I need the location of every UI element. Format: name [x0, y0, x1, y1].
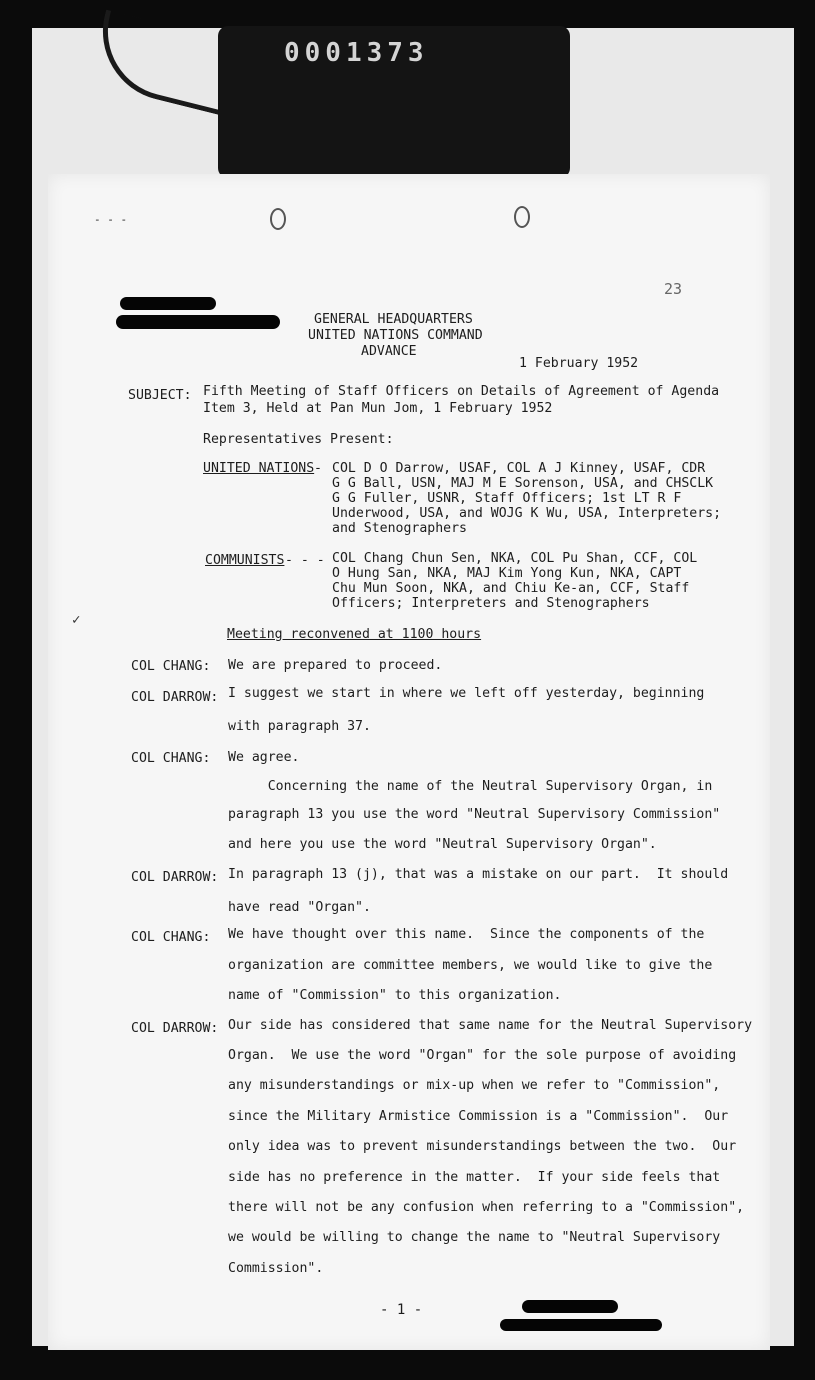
punch-hole-right: [514, 206, 530, 228]
redaction-bar-1: [120, 297, 216, 310]
page-number: - 1 -: [380, 1302, 423, 1318]
communists-dash: - - -: [285, 553, 325, 568]
un-line: G G Fuller, USNR, Staff Officers; 1st LT R F: [332, 491, 682, 506]
un-line: COL D O Darrow, USAF, COL A J Kinney, USAF, CDR: [332, 461, 706, 476]
un-label: UNITED NATIONS: [203, 461, 315, 476]
communists-line: O Hung San, NKA, MAJ Kim Yong Kun, NKA, CAPT: [332, 566, 682, 581]
dialogue-line: We agree.: [228, 750, 300, 765]
dialogue-line: I suggest we start in where we left off yesterday, beginning: [228, 686, 705, 701]
speaker-label: COL DARROW:: [131, 690, 219, 705]
dialogue-line: we would be willing to change the name to "Neutral Supervisory: [228, 1230, 721, 1245]
dialogue-line: only idea was to prevent misunderstandings between the two. Our: [228, 1139, 737, 1154]
communists-line: Officers; Interpreters and Stenographers: [332, 596, 650, 611]
speaker-label: COL CHANG:: [131, 751, 211, 766]
dialogue-line: any misunderstandings or mix-up when we refer to "Commission",: [228, 1078, 721, 1093]
dialogue-line: We have thought over this name. Since the components of the: [228, 927, 705, 942]
communists-line: COL Chang Chun Sen, NKA, COL Pu Shan, CCF, COL: [332, 551, 698, 566]
redaction-bar-3: [522, 1300, 618, 1313]
redaction-bar-2: [116, 315, 280, 329]
dialogue-line: Commission".: [228, 1261, 324, 1276]
dialogue-line: Organ. We use the word "Organ" for the sole purpose of avoiding: [228, 1048, 737, 1063]
check-mark: ✓: [72, 612, 81, 628]
subject-line-2: Item 3, Held at Pan Mun Jom, 1 February 1952: [203, 401, 553, 416]
dialogue-line: have read "Organ".: [228, 900, 371, 915]
dialogue-line: and here you use the word "Neutral Supervisory Organ".: [228, 837, 657, 852]
stamp-number: 0001373: [284, 38, 429, 68]
dialogue-line: We are prepared to proceed.: [228, 658, 443, 673]
dialogue-line: there will not be any confusion when referring to a "Commission",: [228, 1200, 745, 1215]
dialogue-line: paragraph 13 you use the word "Neutral Supervisory Commission": [228, 807, 721, 822]
representatives-heading: Representatives Present:: [203, 432, 394, 447]
dialogue-line: side has no preference in the matter. If your side feels that: [228, 1170, 721, 1185]
reconvened-note: Meeting reconvened at 1100 hours: [227, 627, 482, 642]
un-line: and Stenographers: [332, 521, 467, 536]
numbering-stamp: [218, 26, 570, 178]
speaker-label: COL DARROW:: [131, 870, 219, 885]
page-mark: 23: [664, 280, 683, 298]
dialogue-line: Our side has considered that same name for the Neutral Supervisory: [228, 1018, 753, 1033]
document-page: [48, 174, 770, 1350]
dialogue-line: since the Military Armistice Commission is a "Commission". Our: [228, 1109, 729, 1124]
subject-line-1: Fifth Meeting of Staff Officers on Details of Agreement of Agenda: [203, 384, 720, 399]
speaker-label: COL DARROW:: [131, 1021, 219, 1036]
redaction-bar-4: [500, 1319, 662, 1331]
un-dash: -: [314, 461, 322, 476]
dialogue-line: name of "Commission" to this organization.: [228, 988, 562, 1003]
punch-hole-left: [270, 208, 286, 230]
dialogue-line: Concerning the name of the Neutral Supervisory Organ, in: [228, 779, 713, 794]
speaker-label: COL CHANG:: [131, 659, 211, 674]
dialogue-line: organization are committee members, we would like to give the: [228, 958, 713, 973]
top-left-mark: - - -: [94, 213, 128, 226]
header-line-1: GENERAL HEADQUARTERS: [314, 312, 473, 327]
header-line-3: ADVANCE: [361, 344, 417, 359]
header-line-2: UNITED NATIONS COMMAND: [308, 328, 483, 343]
document-date: 1 February 1952: [519, 356, 639, 371]
un-line: G G Ball, USN, MAJ M E Sorenson, USA, and CHSCLK: [332, 476, 714, 491]
communists-line: Chu Mun Soon, NKA, and Chiu Ke-an, CCF, Staff: [332, 581, 690, 596]
dialogue-line: with paragraph 37.: [228, 719, 371, 734]
communists-label: COMMUNISTS: [205, 553, 285, 568]
speaker-label: COL CHANG:: [131, 930, 211, 945]
subject-label: SUBJECT:: [128, 388, 192, 403]
dialogue-line: In paragraph 13 (j), that was a mistake on our part. It should: [228, 867, 729, 882]
un-line: Underwood, USA, and WOJG K Wu, USA, Interpreters;: [332, 506, 722, 521]
